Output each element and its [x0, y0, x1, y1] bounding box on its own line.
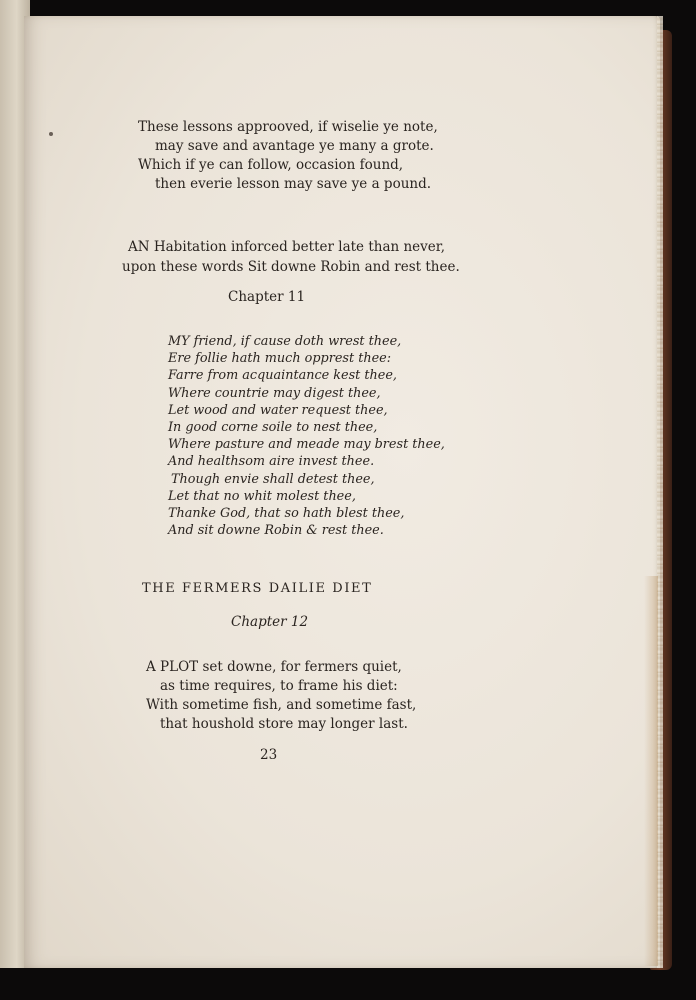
- intro-line: AN Habitation inforced better late than never,: [128, 239, 446, 255]
- poem-line: And healthsom aire invest thee.: [168, 454, 375, 470]
- poem-line: Where countrie may digest thee,: [168, 385, 381, 401]
- page-number: 23: [260, 747, 278, 763]
- opening-stanza: [138, 118, 438, 194]
- verse-line: Which if ye can follow, occasion found,: [138, 157, 404, 173]
- poem-line: And sit downe Robin & rest thee.: [168, 523, 384, 539]
- poem-line: Let that no whit molest thee,: [168, 488, 356, 504]
- verse-line: then everie lesson may save ye a pound.: [155, 176, 432, 192]
- poem-line: Ere follie hath much opprest thee:: [168, 351, 392, 367]
- poem-line: Thanke God, that so hath blest thee,: [168, 506, 405, 522]
- verse-line: With sometime fish, and sometime fast,: [146, 697, 417, 713]
- poem-line: Where pasture and meade may brest thee,: [168, 437, 445, 453]
- poem-line: Though envie shall detest thee,: [171, 471, 375, 487]
- page-stain: [644, 576, 658, 966]
- verse-line: as time requires, to frame his diet:: [160, 678, 398, 694]
- poem-line: Farre from acquaintance kest thee,: [168, 368, 397, 384]
- verse-line: that houshold store may longer last.: [160, 716, 408, 732]
- book-page: [24, 16, 660, 968]
- poem-line: In good corne soile to nest thee,: [168, 420, 378, 436]
- poem-sit-downe-robin: [168, 333, 445, 539]
- ink-spot: [49, 132, 53, 136]
- chapter-12-heading: Chapter 12: [231, 614, 309, 630]
- intro-line: upon these words Sit downe Robin and rest thee.: [122, 259, 460, 275]
- diet-stanza: [146, 658, 416, 734]
- poem-line: Let wood and water request thee,: [168, 402, 388, 418]
- verse-line: These lessons approoved, if wiselie ye note,: [138, 119, 438, 135]
- poem-line: MY friend, if cause doth wrest thee,: [168, 334, 402, 349]
- chapter-11-heading: Chapter 11: [228, 289, 306, 305]
- chapter-intro: [122, 237, 460, 277]
- verse-line: may save and avantage ye many a grote.: [155, 138, 434, 154]
- section-heading: THE FERMERS DAILIE DIET: [142, 581, 373, 596]
- verse-line: A PLOT set downe, for fermers quiet,: [146, 659, 402, 675]
